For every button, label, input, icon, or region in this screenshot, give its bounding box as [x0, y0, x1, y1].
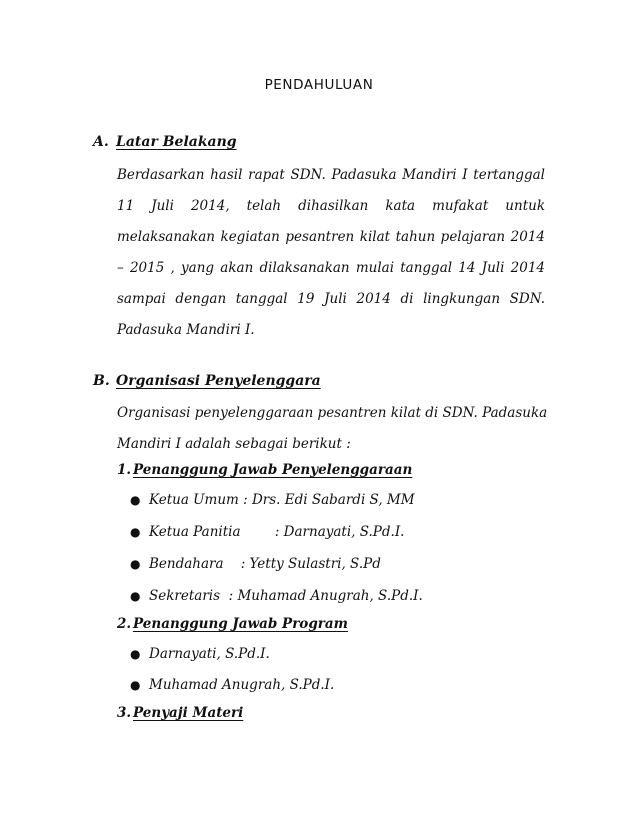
page-title: PENDAHULUAN [264, 77, 374, 93]
group-2-number: 2. [117, 616, 132, 632]
section-a-heading [93, 134, 237, 150]
paragraph-line: sampai dengan tanggal 19 Juli 2014 di lingkungan SDN. [117, 291, 545, 307]
paragraph-line: 11 Juli 2014, telah dihasilkan kata mufakat untuk [117, 198, 545, 214]
group-2-heading [117, 616, 348, 632]
list-item [130, 677, 334, 693]
bullet-icon: ● [130, 678, 141, 692]
list-item-text: Sekretaris : Muhamad Anugrah, S.Pd.I. [149, 588, 423, 604]
section-a-paragraph [117, 160, 545, 346]
list-item [130, 524, 404, 540]
list-item-text: Ketua Panitia : Darnayati, S.Pd.I. [149, 524, 405, 540]
group-2-title: Penanggung Jawab Program [133, 616, 348, 632]
section-a-letter: A. [93, 134, 109, 150]
paragraph-line: Padasuka Mandiri I. [117, 322, 255, 338]
group-3-heading [117, 705, 243, 721]
list-item-text: Bendahara : Yetty Sulastri, S.Pd [149, 556, 381, 572]
list-item [130, 556, 381, 572]
paragraph-line: Organisasi penyelenggaraan pesantren kilat di SDN. Padasuka [117, 405, 548, 421]
group-3-number: 3. [117, 705, 132, 721]
paragraph-line: – 2015 , yang akan dilaksanakan mulai tanggal 14 Juli 2014 [117, 260, 545, 276]
bullet-icon: ● [130, 493, 141, 507]
bullet-icon: ● [130, 589, 141, 603]
bullet-icon: ● [130, 647, 141, 661]
paragraph-line: Mandiri I adalah sebagai berikut : [117, 436, 351, 452]
paragraph-line: Berdasarkan hasil rapat SDN. Padasuka Mandiri I tertanggal [117, 167, 545, 183]
paragraph-line: melaksanakan kegiatan pesantren kilat tahun pelajaran 2014 [117, 229, 545, 245]
section-b-title: Organisasi Penyelenggara [116, 373, 321, 389]
section-b-letter: B. [93, 373, 110, 389]
group-1-heading [117, 462, 412, 478]
section-b-heading [93, 373, 321, 389]
section-b-paragraph [117, 398, 548, 460]
list-item [130, 588, 423, 604]
bullet-icon: ● [130, 525, 141, 539]
list-item [130, 646, 270, 662]
list-item-text: Darnayati, S.Pd.I. [149, 646, 270, 662]
list-item [130, 492, 415, 508]
group-1-number: 1. [117, 462, 132, 478]
section-a-title: Latar Belakang [116, 134, 237, 150]
group-1-title: Penanggung Jawab Penyelenggaraan [133, 462, 413, 478]
list-item-text: Ketua Umum : Drs. Edi Sabardi S, MM [149, 492, 415, 508]
group-3-title: Penyaji Materi [133, 705, 244, 721]
bullet-icon: ● [130, 557, 141, 571]
list-item-text: Muhamad Anugrah, S.Pd.I. [149, 677, 335, 693]
